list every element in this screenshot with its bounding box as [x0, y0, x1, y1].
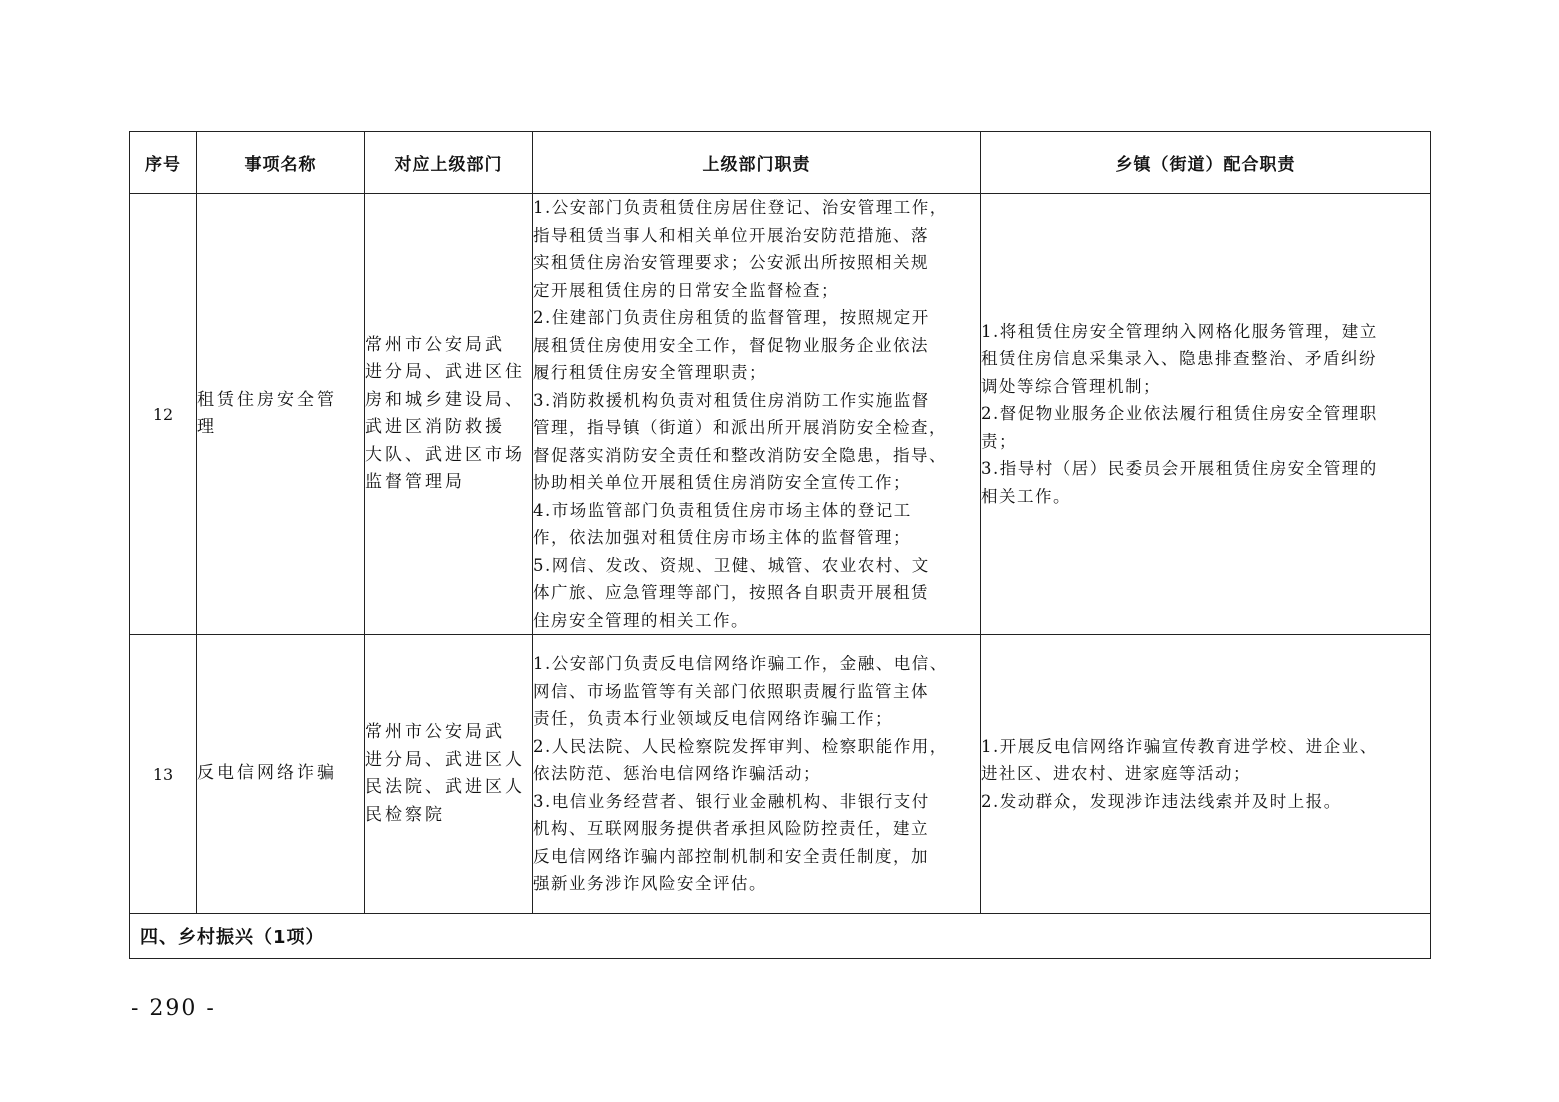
header-superior-dept: 对应上级部门	[365, 132, 533, 194]
text-line: 进分局、武进区住	[365, 362, 525, 382]
text-line: 3.电信业务经营者、银行业金融机构、非银行支付	[533, 791, 930, 811]
row-item-name	[197, 194, 365, 635]
text-line: 租赁住房信息采集录入、隐患排查整治、矛盾纠纷	[981, 349, 1377, 369]
text-line: 履行租赁住房安全管理职责；	[533, 363, 767, 382]
row-superior-dept	[365, 194, 533, 635]
text-line: 指导租赁当事人和相关单位开展治安防范措施、落	[533, 225, 929, 245]
text-line: 强新业务涉诈风险安全评估。	[533, 874, 767, 894]
row-town-duty	[981, 194, 1431, 635]
text-line: 依法防范、惩治电信网络诈骗活动；	[533, 764, 821, 784]
text-line: 武进区消防救援	[365, 417, 505, 437]
text-line: 体广旅、应急管理等部门，按照各自职责开展租赁	[533, 583, 929, 602]
text-line: 责任，负责本行业领域反电信网络诈骗工作；	[533, 709, 893, 729]
text-line: 2.督促物业服务企业依法履行租赁住房安全管理职	[981, 404, 1378, 424]
text-line: 相关工作。	[981, 486, 1071, 506]
text-line: 常州市公安局武	[365, 722, 505, 742]
text-line: 民法院、武进区人	[365, 777, 525, 797]
text-line: 进分局、武进区人	[365, 749, 525, 770]
row-town-duty	[981, 635, 1431, 914]
row-index: 13	[130, 635, 197, 914]
text-line: 2.发动群众，发现涉诈违法线索并及时上报。	[981, 791, 1342, 811]
text-line: 3.指导村（居）民委员会开展租赁住房安全管理的	[981, 459, 1378, 479]
table-row	[130, 194, 1431, 635]
text-line: 监督管理局	[365, 472, 465, 492]
row-superior-duty	[533, 194, 981, 635]
text-line: 网信、市场监管等有关部门依照职责履行监管主体	[533, 681, 929, 701]
text-line: 协助相关单位开展租赁住房消防安全宣传工作；	[533, 473, 911, 492]
header-superior-duty: 上级部门职责	[533, 132, 981, 194]
text-line: 4.市场监管部门负责租赁住房市场主体的登记工	[533, 500, 912, 520]
header-item-name: 事项名称	[197, 132, 365, 194]
section-title: 四、乡村振兴（1项）	[130, 914, 1431, 959]
row-superior-dept	[365, 635, 533, 914]
text-line: 5.网信、发改、资规、卫健、城管、农业农村、文	[533, 555, 930, 575]
text-line: 机构、互联网服务提供者承担风险防控责任，建立	[533, 819, 929, 839]
text-line: 理	[197, 417, 217, 437]
text-line: 大队、武进区市场	[365, 444, 525, 465]
table-header-row	[130, 132, 1431, 194]
text-line: 实租赁住房治安管理要求；公安派出所按照相关规	[533, 253, 929, 272]
text-line: 1.公安部门负责反电信网络诈骗工作，金融、电信、	[533, 654, 948, 674]
text-line: 常州市公安局武	[365, 334, 505, 355]
table-row	[130, 635, 1431, 914]
section-heading-row	[130, 914, 1431, 959]
text-line: 民检察院	[365, 804, 445, 825]
page-number: - 290 -	[131, 996, 216, 1021]
text-line: 管理，指导镇（街道）和派出所开展消防安全检查，	[533, 418, 947, 437]
row-superior-duty	[533, 635, 981, 914]
text-line: 2.住建部门负责住房租赁的监督管理，按照规定开	[533, 308, 930, 327]
text-line: 展租赁住房使用安全工作，督促物业服务企业依法	[533, 335, 929, 355]
text-line: 3.消防救援机构负责对租赁住房消防工作实施监督	[533, 390, 930, 410]
header-town-duty: 乡镇（街道）配合职责	[981, 132, 1431, 194]
text-line: 1.开展反电信网络诈骗宣传教育进学校、进企业、	[981, 736, 1378, 756]
text-line: 定开展租赁住房的日常安全监督检查；	[533, 280, 839, 300]
text-line: 2.人民法院、人民检察院发挥审判、检察职能作用，	[533, 736, 948, 756]
text-line: 1.公安部门负责租赁住房居住登记、治安管理工作，	[533, 198, 948, 217]
text-line: 进社区、进农村、进家庭等活动；	[981, 764, 1251, 784]
row-item-name	[197, 635, 365, 914]
text-line: 反电信网络诈骗	[197, 763, 337, 784]
text-line: 房和城乡建设局、	[365, 389, 525, 410]
text-line: 责；	[981, 431, 1017, 451]
text-line: 住房安全管理的相关工作。	[533, 610, 749, 630]
row-index: 12	[130, 194, 197, 635]
text-line: 反电信网络诈骗内部控制机制和安全责任制度，加	[533, 846, 929, 866]
text-line: 作，依法加强对租赁住房市场主体的监督管理；	[533, 528, 911, 547]
text-line: 租赁住房安全管	[197, 389, 337, 410]
duty-table	[129, 131, 1431, 959]
header-index: 序号	[130, 132, 197, 194]
text-line: 1.将租赁住房安全管理纳入网格化服务管理，建立	[981, 321, 1378, 341]
text-line: 调处等综合管理机制；	[981, 376, 1161, 396]
text-line: 督促落实消防安全责任和整改消防安全隐患，指导、	[533, 445, 947, 465]
